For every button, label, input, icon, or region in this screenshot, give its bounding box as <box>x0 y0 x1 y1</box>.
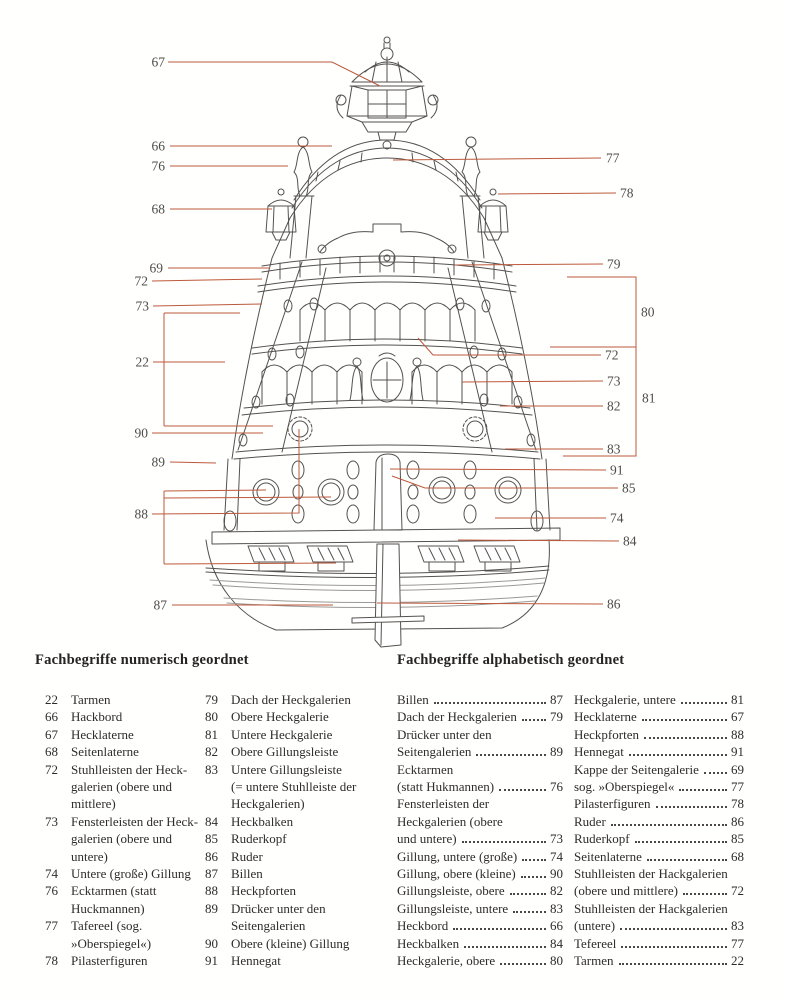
entry-text: Heckgalerie, obere <box>397 953 496 969</box>
diagram-number-label: 82 <box>607 398 621 414</box>
entry-number: 80 <box>205 709 218 725</box>
glossary-entry <box>45 865 203 882</box>
entry-text: Kappe der Seitengalerie <box>574 761 699 777</box>
entry-text: Untere Gillungsleiste (= untere Stuhlleiste der Heckgalerien) <box>231 761 357 812</box>
entry-text: Heckbalken <box>231 813 294 829</box>
glossary-entry-line <box>574 708 744 725</box>
dot-leader <box>476 754 546 756</box>
glossary-entry-line <box>397 952 563 969</box>
glossary-numeric-col2 <box>205 691 380 970</box>
diagram-number-label: 78 <box>620 185 634 201</box>
diagram-number-label: 72 <box>134 273 148 289</box>
entry-number: 83 <box>550 900 563 916</box>
entry-number: 84 <box>205 813 218 829</box>
entry-number: 67 <box>45 726 58 742</box>
entry-text: Heckbord <box>397 918 449 934</box>
entry-number: 77 <box>45 918 58 934</box>
entry-number: 76 <box>45 883 58 899</box>
glossary-entry <box>205 708 380 725</box>
diagram-number-label: 68 <box>151 201 165 217</box>
entry-text: Untere Heckgalerie <box>231 726 333 742</box>
glossary-entry-line <box>574 830 744 847</box>
glossary-entry-line <box>574 848 744 865</box>
entry-text: Obere (kleine) Gillung <box>231 935 350 951</box>
entry-number: 76 <box>550 779 563 795</box>
entry-text: (obere und mittlere) <box>574 883 678 899</box>
entry-number: 78 <box>731 796 744 812</box>
entry-number: 73 <box>550 831 563 847</box>
entry-text: Billen <box>397 692 429 707</box>
glossary-entry-line <box>397 830 563 847</box>
entry-text: Billen <box>231 866 263 882</box>
diagram-number-label: 76 <box>151 158 165 174</box>
leader-line <box>152 279 262 281</box>
glossary-numeric-title: Fachbegriffe numerisch geordnet <box>35 652 249 668</box>
entry-number: 84 <box>550 935 563 951</box>
entry-text: Seitenlaterne <box>71 744 139 760</box>
entry-number: 86 <box>205 848 218 864</box>
diagram-number-label: 73 <box>607 373 621 389</box>
glossary-entry <box>205 761 380 813</box>
leader-line <box>563 277 636 456</box>
glossary-entry-line <box>397 900 563 917</box>
entry-number: 22 <box>45 692 58 707</box>
diagram-number-label: 22 <box>135 354 149 370</box>
entry-text: Pilasterfiguren <box>574 796 651 812</box>
entry-number: 78 <box>45 953 58 969</box>
leader-line <box>455 264 603 265</box>
glossary-entry-line <box>574 813 744 830</box>
entry-number: 69 <box>731 761 744 777</box>
glossary-entry-line <box>574 778 744 795</box>
glossary-entry-line <box>574 761 744 778</box>
entry-number: 72 <box>731 883 744 899</box>
glossary-entry-line <box>574 726 744 743</box>
dot-leader <box>644 737 727 739</box>
entry-number: 68 <box>731 848 744 864</box>
dot-leader <box>683 893 727 895</box>
stern-illustration <box>206 37 560 647</box>
entry-text: Tafereel (sog. »Oberspiegel«) <box>71 918 152 951</box>
entry-text: Obere Gillungsleiste <box>231 744 339 760</box>
entry-text: Heckpforten <box>574 726 639 742</box>
entry-text: Heckbalken <box>397 935 460 951</box>
glossary-alpha-col2 <box>574 691 744 970</box>
glossary-alpha-title: Fachbegriffe alphabetisch geordnet <box>397 652 625 668</box>
entry-number: 89 <box>205 900 218 916</box>
dot-leader <box>522 859 546 861</box>
entry-number: 74 <box>550 848 563 864</box>
glossary-entry-line <box>397 743 563 760</box>
leader-line <box>170 462 216 463</box>
glossary-entry-line <box>397 935 563 952</box>
glossary-entry-line <box>574 882 744 899</box>
entry-text: Heckgalerie, untere <box>574 692 676 707</box>
dot-leader <box>635 841 727 843</box>
entry-number: 91 <box>731 744 744 760</box>
glossary-entry-line: Heckgalerien (obere <box>397 813 503 829</box>
entry-text: und untere) <box>397 831 457 847</box>
dot-leader <box>629 754 727 756</box>
leader-line <box>393 158 601 160</box>
leader-line <box>462 381 603 382</box>
dot-leader <box>513 911 546 913</box>
dot-leader <box>620 928 727 930</box>
entry-text: Ruderkopf <box>574 831 630 847</box>
glossary-entry <box>45 726 203 743</box>
leader-line <box>498 193 616 194</box>
glossary-entry-line <box>574 935 744 952</box>
leader-line <box>153 304 262 306</box>
entry-number: 90 <box>205 935 218 951</box>
diagram-number-label: 77 <box>606 150 620 166</box>
entry-number: 66 <box>550 918 563 934</box>
glossary-entry <box>45 743 203 760</box>
glossary-entry-line: Drücker unter den <box>397 726 492 742</box>
glossary-entry <box>45 691 203 708</box>
entry-text: Gillungsleiste, untere <box>397 900 509 916</box>
diagram-number-label: 89 <box>151 454 165 470</box>
entry-text: Tefereel <box>574 935 617 951</box>
entry-number: 79 <box>205 692 218 707</box>
glossary-entry-line <box>397 778 563 795</box>
entry-text: Hecklaterne <box>71 726 134 742</box>
diagram-number-label: 88 <box>134 506 148 522</box>
entry-text: Drücker unter den Seitengalerien <box>231 900 326 934</box>
glossary-entry-line <box>397 691 563 708</box>
entry-number: 87 <box>550 692 563 707</box>
dot-leader <box>679 789 727 791</box>
diagram-number-label: 69 <box>149 260 163 276</box>
entry-number: 77 <box>731 935 744 951</box>
dot-leader <box>621 946 727 948</box>
glossary-entry <box>205 848 380 865</box>
dot-leader <box>656 806 727 808</box>
glossary-entry-line <box>397 848 563 865</box>
glossary-entry <box>205 830 380 847</box>
leader-line <box>168 62 380 86</box>
glossary-alpha-col1 <box>397 691 563 970</box>
diagram-number-label: 67 <box>151 54 165 70</box>
entry-text: Dach der Heckgalerien <box>397 709 517 725</box>
dot-leader <box>704 772 727 774</box>
entry-text: Ruder <box>231 848 263 864</box>
entry-number: 87 <box>205 866 218 882</box>
entry-text: Hecklaterne <box>574 709 637 725</box>
glossary-entry-line <box>574 952 744 969</box>
dot-leader <box>681 702 727 704</box>
glossary-entry <box>205 726 380 743</box>
diagram-number-label: 91 <box>610 462 624 478</box>
dot-leader <box>464 946 546 948</box>
entry-text: Ecktarmen (statt Huckmannen) <box>71 883 157 916</box>
glossary-entry-line <box>574 917 744 934</box>
entry-text: Stuhlleisten der Heck- galerien (obere und mittlere) <box>71 761 188 812</box>
dot-leader <box>500 963 546 965</box>
diagram-number-label: 85 <box>622 480 636 496</box>
entry-text: Gillungsleiste, obere <box>397 883 505 899</box>
glossary-entry-line <box>574 743 744 760</box>
entry-number: 66 <box>45 709 58 725</box>
entry-number: 77 <box>731 779 744 795</box>
entry-number: 81 <box>731 692 744 707</box>
glossary-entry <box>45 708 203 725</box>
glossary-entry <box>205 882 380 899</box>
leader-line <box>164 497 331 498</box>
dot-leader <box>499 789 546 791</box>
entry-number: 79 <box>550 709 563 725</box>
entry-number: 88 <box>205 883 218 899</box>
glossary-entry <box>205 952 380 969</box>
diagram-number-label: 74 <box>610 510 624 526</box>
glossary-entry <box>205 935 380 952</box>
glossary-entry-line <box>397 708 563 725</box>
dot-leader <box>510 893 546 895</box>
diagram-number-label: 79 <box>607 256 621 272</box>
entry-text: Ruderkopf <box>231 831 287 847</box>
glossary-entry-line <box>397 917 563 934</box>
entry-text: Gillung, untere (große) <box>397 848 518 864</box>
diagram-number-label: 72 <box>605 347 619 363</box>
entry-text: Fensterleisten der Heck- galerien (obere und untere) <box>71 813 199 864</box>
entry-text: Ruder <box>574 813 606 829</box>
glossary-entry-line <box>574 795 744 812</box>
glossary-entry-line <box>397 882 563 899</box>
diagram-number-label: 66 <box>151 138 165 154</box>
diagram-number-label: 84 <box>623 533 637 549</box>
entry-number: 74 <box>45 866 58 882</box>
leader-line <box>164 563 336 564</box>
entry-text: Dach der Heckgalerien <box>231 692 351 707</box>
entry-text: Hennegat <box>231 953 281 969</box>
entry-number: 89 <box>550 744 563 760</box>
entry-number: 73 <box>45 813 58 829</box>
entry-number: 88 <box>731 726 744 742</box>
entry-text: Tarmen <box>71 692 111 707</box>
entry-number: 67 <box>731 709 744 725</box>
entry-number: 90 <box>550 866 563 882</box>
glossary-entry-line <box>397 865 563 882</box>
glossary-entry <box>45 917 203 952</box>
entry-number: 82 <box>550 883 563 899</box>
entry-number: 91 <box>205 953 218 969</box>
diagram-number-label: 86 <box>607 596 621 612</box>
entry-text: Hackbord <box>71 709 123 725</box>
diagram-number-label: 80 <box>641 304 655 320</box>
dot-leader <box>453 928 546 930</box>
entry-number: 83 <box>205 761 218 777</box>
diagram-number-label: 90 <box>134 425 148 441</box>
dot-leader <box>434 702 546 704</box>
entry-number: 68 <box>45 744 58 760</box>
leader-line <box>377 603 603 604</box>
entry-text: (untere) <box>574 918 616 934</box>
dot-leader <box>522 719 546 721</box>
leader-line <box>164 490 266 491</box>
entry-text: Untere (große) Gillung <box>71 866 191 882</box>
entry-text: Pilasterfiguren <box>71 953 148 969</box>
glossary-entry <box>205 900 380 935</box>
entry-number: 82 <box>205 744 218 760</box>
glossary-entry <box>45 813 203 865</box>
entry-number: 85 <box>731 831 744 847</box>
glossary-entry <box>45 952 203 969</box>
dot-leader <box>647 859 727 861</box>
entry-text: (statt Hukmannen) <box>397 779 495 795</box>
leader-line <box>390 469 606 470</box>
entry-number: 86 <box>731 813 744 829</box>
entry-text: sog. »Oberspiegel« <box>574 779 675 795</box>
entry-number: 72 <box>45 761 58 777</box>
entry-text: Gillung, obere (kleine) <box>397 866 516 882</box>
dot-leader <box>521 876 546 878</box>
dot-leader <box>642 719 727 721</box>
glossary-entry-line: Fensterleisten der <box>397 796 490 812</box>
entry-number: 22 <box>731 953 744 969</box>
dot-leader <box>462 841 546 843</box>
glossary-numeric-col1 <box>45 691 203 970</box>
glossary-entry-line: Stuhlleisten der Hackgalerien <box>574 900 728 916</box>
entry-text: Obere Heckgalerie <box>231 709 329 725</box>
entry-number: 80 <box>550 953 563 969</box>
glossary-entry <box>45 761 203 813</box>
entry-number: 83 <box>731 918 744 934</box>
entry-text: Hennegat <box>574 744 624 760</box>
entry-number: 81 <box>205 726 218 742</box>
glossary-entry <box>205 691 380 708</box>
entry-text: Heckpforten <box>231 883 296 899</box>
entry-text: Tarmen <box>574 953 614 969</box>
diagram-number-label: 83 <box>607 441 621 457</box>
diagram-number-label: 87 <box>153 597 167 613</box>
glossary-entry <box>205 743 380 760</box>
dot-leader <box>611 824 727 826</box>
glossary-entry <box>205 813 380 830</box>
diagram-number-label: 81 <box>642 390 656 406</box>
entry-text: Seitenlaterne <box>574 848 642 864</box>
glossary-entry-line: Ecktarmen <box>397 761 454 777</box>
glossary-entry-line <box>574 691 744 708</box>
glossary-entry <box>45 882 203 917</box>
glossary-entry-line: Stuhlleisten der Hackgalerien <box>574 866 728 882</box>
dot-leader <box>619 963 727 965</box>
diagram-number-label: 73 <box>135 298 149 314</box>
entry-text: Seitengalerien <box>397 744 472 760</box>
glossary-entry <box>205 865 380 882</box>
entry-number: 85 <box>205 831 218 847</box>
